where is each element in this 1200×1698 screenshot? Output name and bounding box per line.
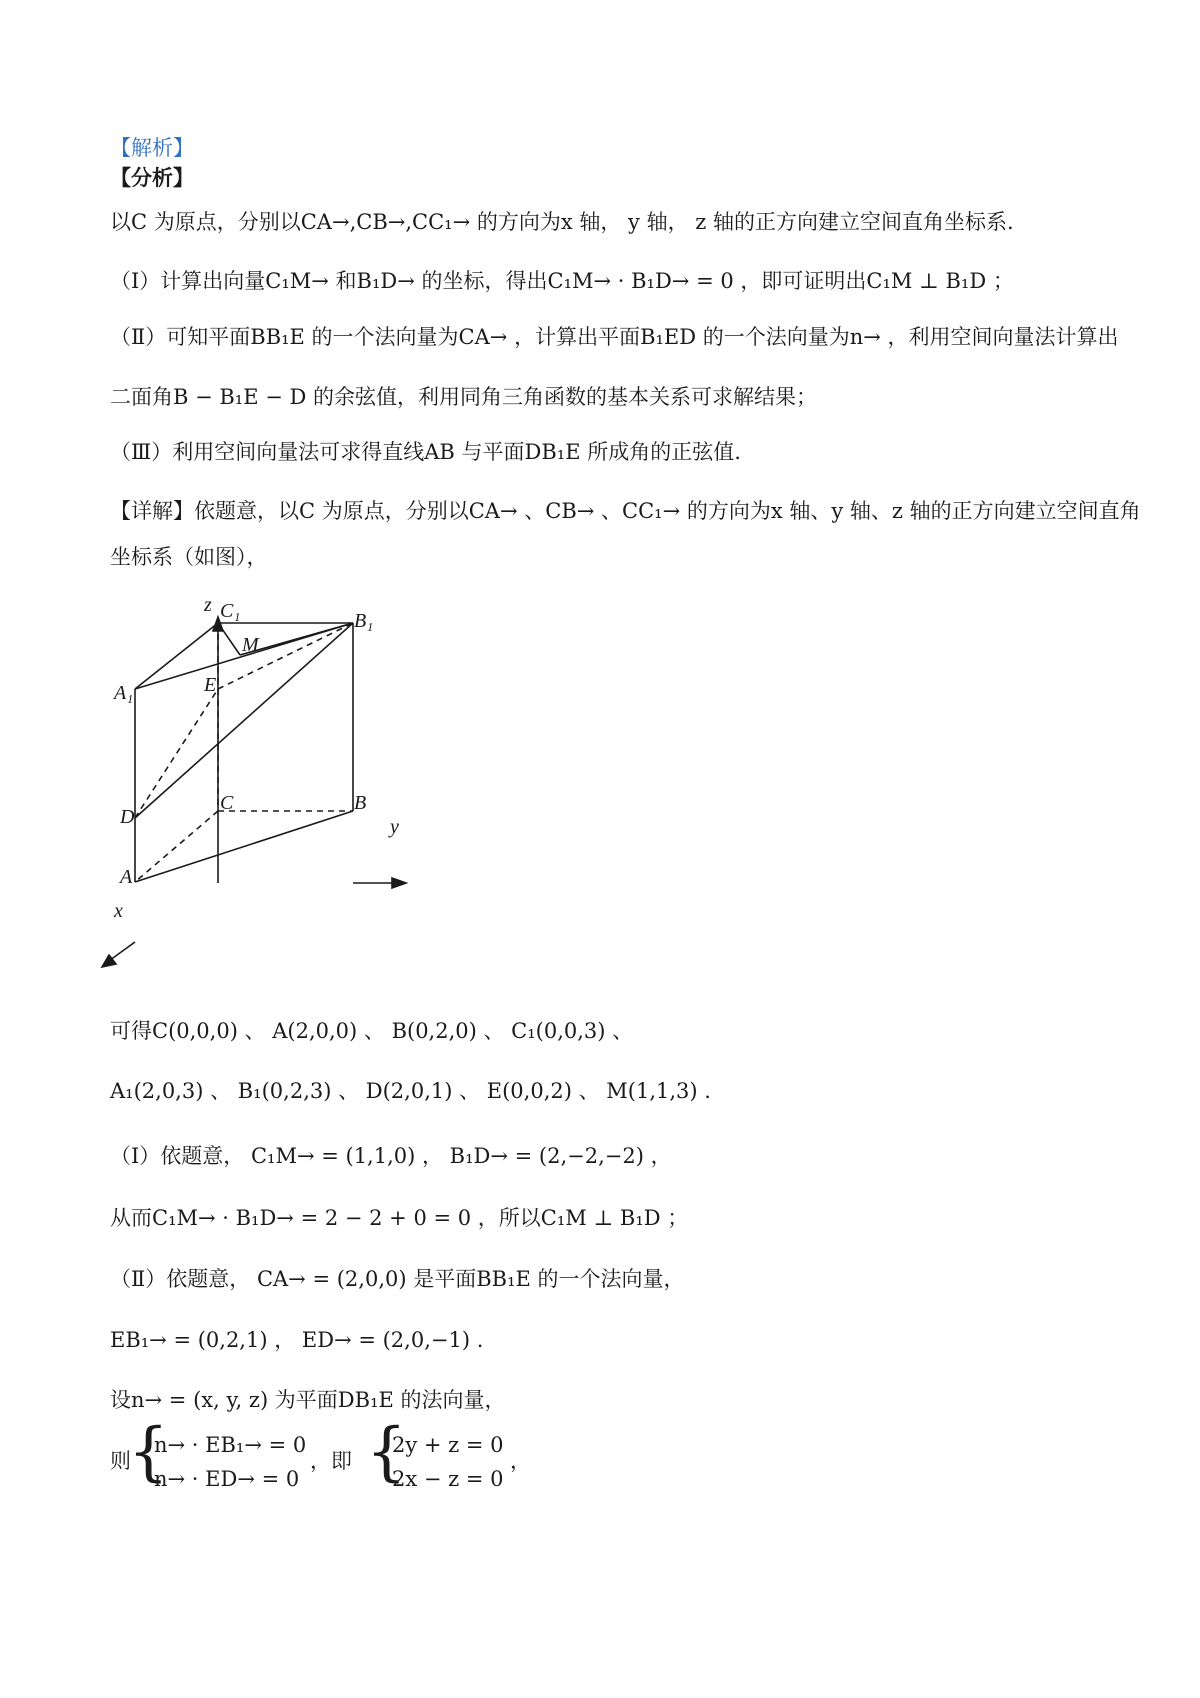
label-B: B (354, 792, 367, 814)
part1-line-b: 从而C₁M→ · B₁D→ = 2 − 2 + 0 = 0 ，所以C₁M ⊥ B₁D ； (110, 1206, 689, 1230)
system-left-row-2: n→ · ED→ = 0 (154, 1467, 300, 1491)
fenxi-header: 【分析】 (110, 165, 194, 190)
system-prefix: 则 (110, 1449, 131, 1473)
left-brace-2: { (366, 1415, 407, 1489)
system-left-row-1: n→ · EB₁→ = 0 (154, 1433, 307, 1457)
coords-line-1: 可得C(0,0,0) 、 A(2,0,0) 、 B(0,2,0) 、 C₁(0,0,3) 、 (110, 1019, 634, 1043)
part1-line-a: （Ⅰ）依题意， C₁M→ = (1,1,0) ， B₁D→ = (2,−2,−2) ， (110, 1144, 672, 1168)
label-C: C (220, 792, 234, 814)
label-A: A (120, 866, 133, 888)
edge-A-B (135, 811, 353, 882)
system-right-row-2: 2x − z = 0 (392, 1467, 504, 1491)
label-x: x (114, 900, 123, 922)
label-C1: C₁ (220, 600, 241, 622)
edge-C1-M (218, 623, 240, 655)
part2-line-b: EB₁→ = (0,2,1) ， ED→ = (2,0,−1) . (110, 1328, 484, 1352)
label-y: y (390, 816, 399, 838)
label-D: D (120, 806, 135, 828)
edge-D-E-dashed (135, 689, 218, 818)
detail-line-2: 坐标系（如图）， (110, 545, 268, 569)
left-brace-1: { (128, 1415, 169, 1489)
coords-line-2: A₁(2,0,3) 、 B₁(0,2,3) 、 D(2,0,1) 、 E(0,0,2) 、 M(1,1,3) . (110, 1079, 711, 1103)
part2-line-c: 设n→ = (x, y, z) 为平面DB₁E 的法向量， (110, 1388, 506, 1412)
analysis-line-5: （Ⅲ）利用空间向量法可求得直线AB 与平面DB₁E 所成角的正弦值. (110, 440, 741, 464)
label-z: z (204, 594, 212, 616)
label-A1: A₁ (114, 682, 134, 704)
system-end: ， (510, 1449, 531, 1473)
system-right-row-1: 2y + z = 0 (392, 1433, 504, 1457)
prism-diagram (100, 594, 460, 990)
analysis-line-2: （Ⅰ）计算出向量C₁M→ 和B₁D→ 的坐标，得出C₁M→ · B₁D→ = 0 ，即可证明出C₁M ⊥ B₁D ； (110, 269, 1014, 293)
edge-E-B1-dashed (218, 623, 353, 689)
analysis-line-3: （Ⅱ）可知平面BB₁E 的一个法向量为CA→ ，计算出平面B₁ED 的一个法向量为n→ ，利用空间向量法计算出 (110, 325, 1119, 349)
analysis-line-1: 以C 为原点，分别以CA→,CB→,CC₁→ 的方向为x 轴， y 轴， z 轴的正方向建立空间直角坐标系. (110, 210, 1014, 234)
label-B1: B₁ (354, 610, 374, 632)
axis-y-arrow (392, 878, 406, 888)
part2-line-a: （Ⅱ）依题意， CA→ = (2,0,0) 是平面BB₁E 的一个法向量， (110, 1267, 685, 1291)
label-E: E (204, 674, 217, 696)
edge-C-A-dashed (135, 811, 218, 882)
analysis-line-4: 二面角B − B₁E − D 的余弦值，利用同角三角函数的基本关系可求解结果； (110, 385, 818, 409)
detail-line-1: 【详解】依题意，以C 为原点，分别以CA→ 、CB→ 、CC₁→ 的方向为x 轴、y 轴、z 轴的正方向建立空间直角 (110, 499, 1141, 523)
jiexi-header: 【解析】 (110, 136, 194, 160)
system-mid: ，即 (310, 1449, 352, 1473)
label-M: M (242, 634, 259, 656)
